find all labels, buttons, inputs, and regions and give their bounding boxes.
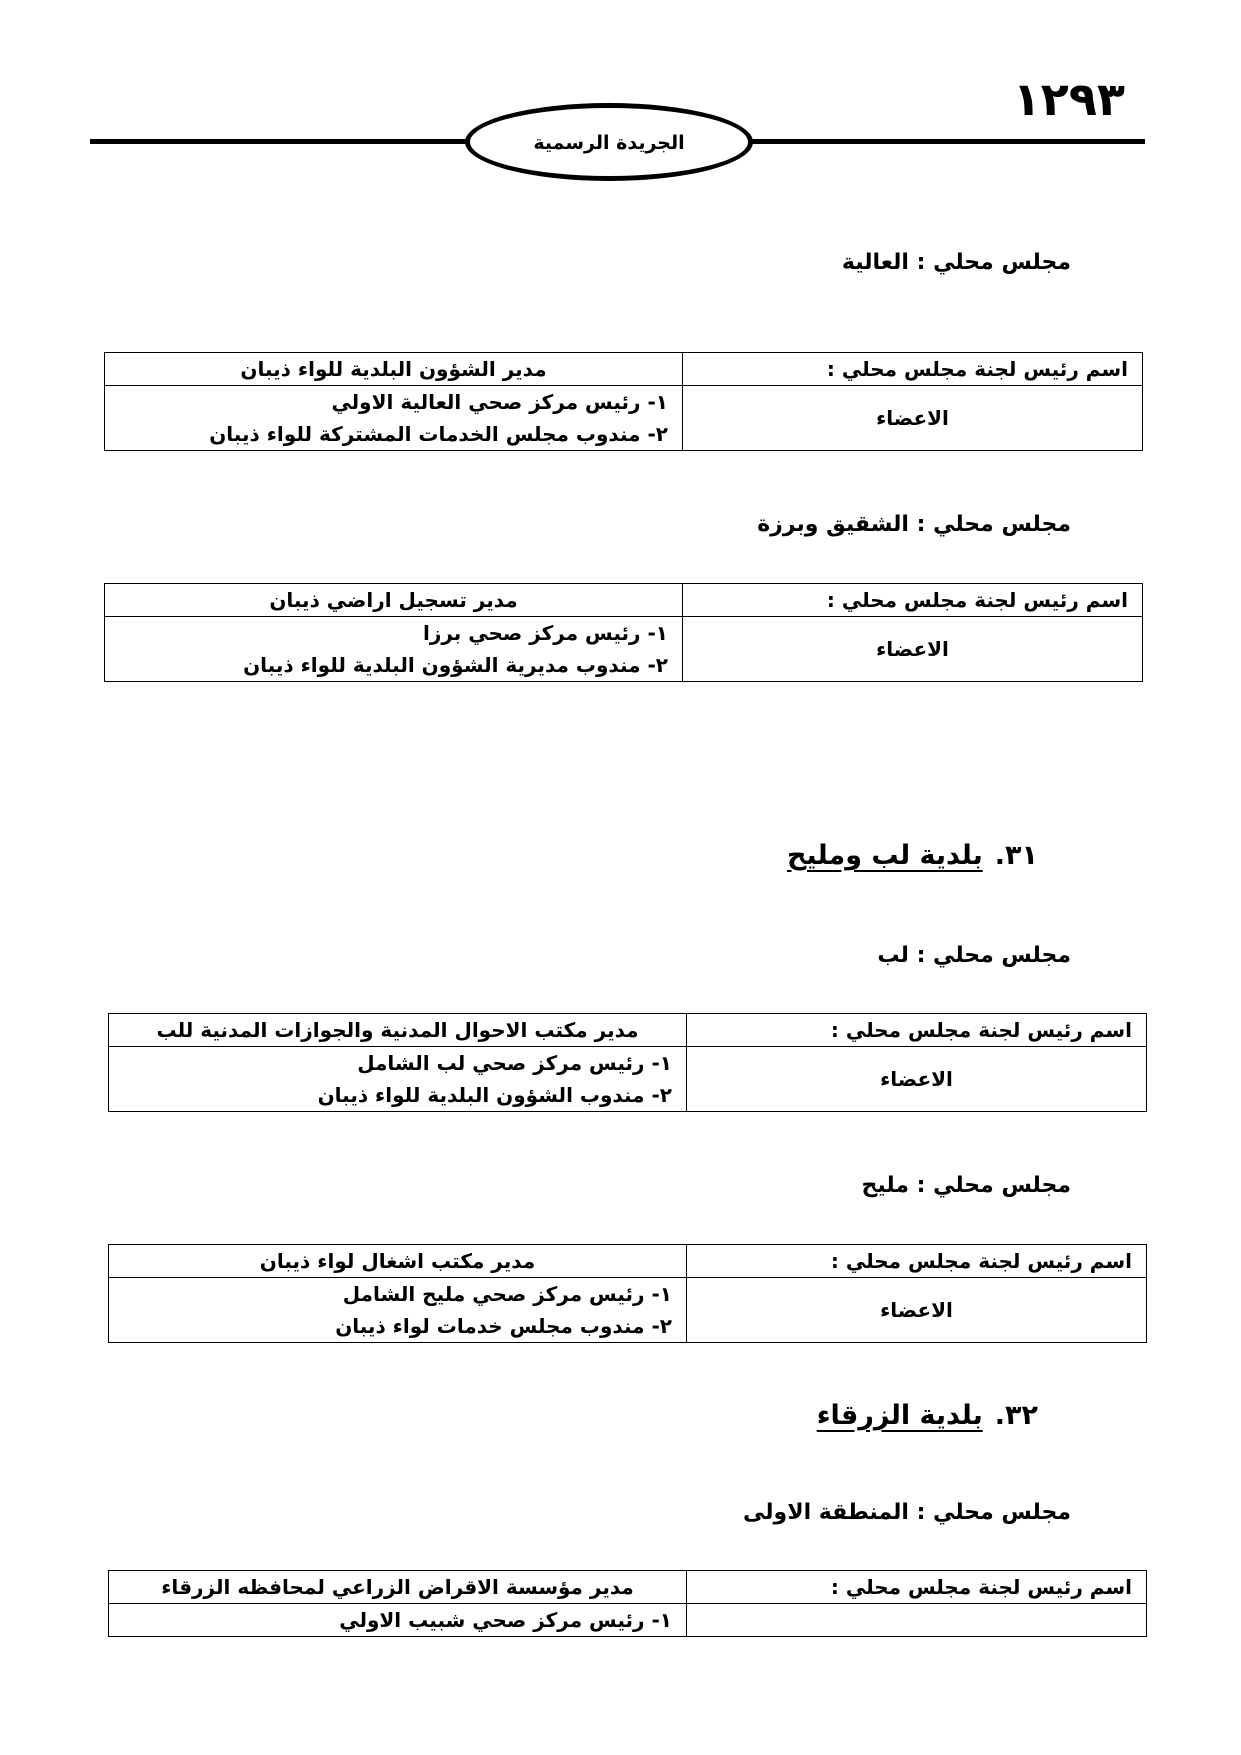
members-label: الاعضاء	[687, 1047, 1147, 1112]
member-item: ٢- مندوب مجلس خدمات لواء ذيبان	[335, 1314, 672, 1338]
members-list	[109, 1604, 687, 1637]
table-row	[109, 1245, 1147, 1278]
member-item: ٢- مندوب الشؤون البلدية للواء ذيبان	[317, 1083, 672, 1107]
table-row	[105, 584, 1143, 617]
head-label: اسم رئيس لجنة مجلس محلي :	[683, 584, 1143, 617]
table-row	[109, 1014, 1147, 1047]
council-title-lib: مجلس محلي : لب	[877, 943, 1071, 968]
gazette-title-oval	[465, 103, 753, 181]
table-row	[109, 1278, 1147, 1343]
members-list	[109, 1047, 687, 1112]
council-table-zone-one	[108, 1570, 1147, 1637]
member-item: ١- رئيس مركز صحي العالية الاولي	[331, 390, 668, 414]
table-row	[105, 386, 1143, 451]
members-label-empty	[687, 1604, 1147, 1637]
council-title-aliya: مجلس محلي : العالية	[841, 250, 1071, 275]
head-label: اسم رئيس لجنة مجلس محلي :	[687, 1571, 1147, 1604]
municipality-number: ٣١.	[994, 840, 1038, 871]
head-label: اسم رئيس لجنة مجلس محلي :	[687, 1014, 1147, 1047]
table-row	[105, 617, 1143, 682]
council-title-zone-one: مجلس محلي : المنطقة الاولى	[743, 1500, 1071, 1525]
municipality-number: ٣٢.	[994, 1400, 1038, 1431]
page-number: ١٢٩٣	[1012, 72, 1125, 126]
municipality-heading-31	[787, 840, 1038, 871]
head-value: مدير مكتب اشغال لواء ذيبان	[109, 1245, 687, 1278]
member-item: ٢- مندوب مجلس الخدمات المشتركة للواء ذيبان	[209, 422, 668, 446]
head-label: اسم رئيس لجنة مجلس محلي :	[687, 1245, 1147, 1278]
table-row	[109, 1604, 1147, 1637]
head-value: مدير تسجيل اراضي ذيبان	[105, 584, 683, 617]
municipality-name: بلدية لب ومليح	[786, 840, 983, 871]
member-item: ١- رئيس مركز صحي مليح الشامل	[342, 1282, 672, 1306]
member-item: ١- رئيس مركز صحي لب الشامل	[357, 1051, 672, 1075]
council-table-mleih	[108, 1244, 1147, 1343]
members-list	[105, 617, 683, 682]
member-item: ٢- مندوب مديرية الشؤون البلدية للواء ذيبان	[243, 653, 668, 677]
head-value: مدير الشؤون البلدية للواء ذيبان	[105, 353, 683, 386]
member-item: ١- رئيس مركز صحي برزا	[422, 621, 668, 645]
municipality-heading-32	[817, 1400, 1038, 1431]
head-value: مدير مؤسسة الاقراض الزراعي لمحافظه الزرقاء	[109, 1571, 687, 1604]
head-label: اسم رئيس لجنة مجلس محلي :	[683, 353, 1143, 386]
head-value: مدير مكتب الاحوال المدنية والجوازات المدنية للب	[109, 1014, 687, 1047]
members-label: الاعضاء	[683, 617, 1143, 682]
gazette-title: الجريدة الرسمية	[533, 132, 685, 154]
members-list	[109, 1278, 687, 1343]
table-row	[109, 1047, 1147, 1112]
table-row	[109, 1571, 1147, 1604]
members-list	[105, 386, 683, 451]
council-table-lib	[108, 1013, 1147, 1112]
council-table-shaqiq	[104, 583, 1143, 682]
member-item: ١- رئيس مركز صحي شبيب الاولي	[339, 1608, 672, 1632]
council-table-aliya	[104, 352, 1143, 451]
members-label: الاعضاء	[683, 386, 1143, 451]
members-label: الاعضاء	[687, 1278, 1147, 1343]
municipality-name: بلدية الزرقاء	[816, 1400, 983, 1431]
council-title-shaqiq: مجلس محلي : الشقيق وبرزة	[757, 512, 1071, 537]
table-row	[105, 353, 1143, 386]
council-title-mleih: مجلس محلي : مليح	[861, 1173, 1071, 1198]
